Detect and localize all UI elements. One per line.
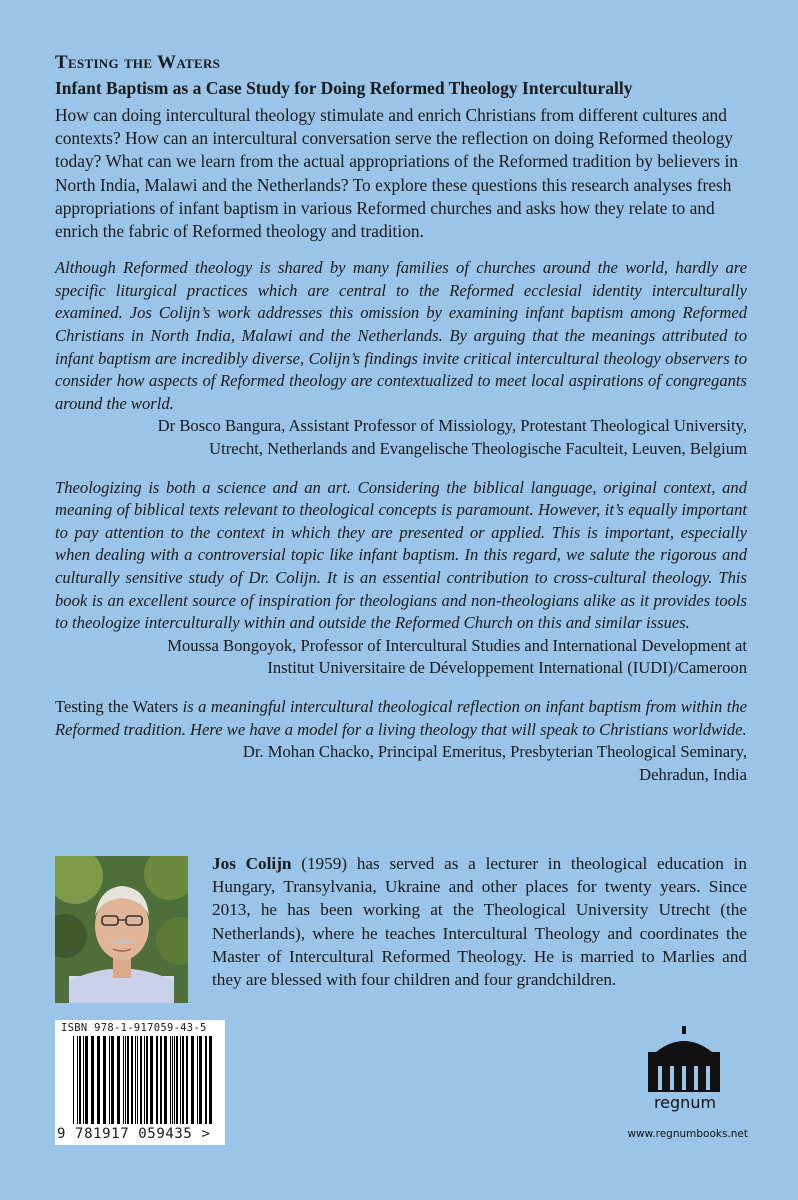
isbn-label: ISBN 978-1-917059-43-5 bbox=[61, 1022, 207, 1034]
barcode-bar bbox=[77, 1036, 78, 1124]
barcode-bar bbox=[85, 1036, 88, 1124]
barcode-bar bbox=[73, 1036, 74, 1124]
barcode-bar bbox=[135, 1036, 136, 1124]
endorsement-body: is a meaningful intercultural theological reflection on infant baptism from within the Reformed tradition. Here we have a model for a living theology that will speak to Christians worldwide. bbox=[55, 696, 747, 739]
barcode-bar bbox=[176, 1036, 178, 1124]
barcode-bar bbox=[170, 1036, 171, 1124]
barcode-bar bbox=[146, 1036, 148, 1124]
barcode-bar bbox=[91, 1036, 94, 1124]
barcode-bar bbox=[182, 1036, 184, 1124]
author-bio bbox=[212, 852, 747, 991]
attribution-line: Dr Bosco Bangura, Assistant Professor of Missiology, Protestant Theological University, bbox=[157, 416, 747, 436]
author-portrait-image bbox=[55, 856, 188, 1003]
endorsement-book-title: Testing the Waters bbox=[55, 696, 179, 716]
attribution-line: Dehradun, India bbox=[639, 764, 747, 784]
barcode-bar bbox=[199, 1036, 202, 1124]
endorsement-attribution bbox=[55, 635, 747, 680]
barcode-bar bbox=[144, 1036, 145, 1124]
barcode-bar bbox=[103, 1036, 106, 1124]
barcode-bar bbox=[172, 1036, 173, 1124]
barcode-bar bbox=[125, 1036, 126, 1124]
barcode-bar bbox=[160, 1036, 162, 1124]
barcode-bar bbox=[131, 1036, 133, 1124]
barcode-bar bbox=[117, 1036, 120, 1124]
attribution-line: Institut Universitaire de Développement International (IUDI)/Cameroon bbox=[267, 658, 747, 678]
endorsement-attribution bbox=[55, 741, 747, 786]
attribution-line: Dr. Mohan Chacko, Principal Emeritus, Presbyterian Theological Seminary, bbox=[242, 742, 747, 762]
author-photo bbox=[55, 856, 188, 1003]
barcode-bar bbox=[186, 1036, 188, 1124]
barcode-bar bbox=[127, 1036, 129, 1124]
barcode-bar bbox=[209, 1036, 212, 1124]
book-subtitle: Infant Baptism as a Case Study for Doing Reformed Theology Interculturally bbox=[55, 78, 633, 98]
barcode-bar bbox=[156, 1036, 158, 1124]
barcode-bar bbox=[164, 1036, 167, 1124]
barcode-bar bbox=[123, 1036, 124, 1124]
back-cover-text bbox=[55, 50, 747, 786]
author-name: Jos Colijn bbox=[212, 854, 292, 873]
endorsement-attribution bbox=[55, 415, 747, 460]
barcode-bar bbox=[174, 1036, 175, 1124]
barcode-bar bbox=[97, 1036, 100, 1124]
attribution-line: Utrecht, Netherlands and Evangelische Theologische Faculteit, Leuven, Belgium bbox=[209, 438, 747, 458]
barcode-bar bbox=[191, 1036, 194, 1124]
isbn-barcode bbox=[55, 1020, 225, 1145]
barcode-bar bbox=[140, 1036, 142, 1124]
barcode-bar bbox=[111, 1036, 114, 1124]
barcode-bar bbox=[205, 1036, 207, 1124]
barcode-bar bbox=[109, 1036, 110, 1124]
barcode-digits: 9 781917 059435 > bbox=[57, 1126, 211, 1142]
barcode-bar bbox=[180, 1036, 181, 1124]
barcode-bar bbox=[79, 1036, 81, 1124]
barcode-bar bbox=[137, 1036, 138, 1124]
author-bio-text: (1959) has served as a lecturer in theological education in Hungary, Transylvania, Ukraine and other places for twenty years. Since 2013, he has been working at the Theological University Utrecht (the Netherlands), where he teaches Intercultural Theology and coordinates the Master of Intercultural Reformed Theology. He is married to Marlies and they are blessed with four children and four grandchildren. bbox=[212, 854, 747, 990]
book-blurb: How can doing intercultural theology stimulate and enrich Christians from different cultures and contexts? How can an intercultural conversation serve the reflection on doing Reformed theology today? What can we learn from the actual appropriations of the Reformed tradition by believers in North India, Malawi and the Netherlands? To explore these questions this research analyses fresh appropriations of infant baptism in various Reformed churches and asks how they relate to and enrich the fabric of Reformed theology and tradition. bbox=[55, 105, 738, 242]
barcode-bar bbox=[83, 1036, 84, 1124]
barcode-bar bbox=[150, 1036, 153, 1124]
author-section bbox=[55, 856, 747, 1006]
book-title: Testing the Waters bbox=[55, 52, 221, 73]
publisher-name: regnum bbox=[653, 1093, 717, 1112]
attribution-line: Moussa Bongoyok, Professor of Intercultural Studies and International Development at bbox=[167, 635, 747, 655]
barcode-bar bbox=[197, 1036, 198, 1124]
publisher-website: www.regnumbooks.net bbox=[627, 1128, 748, 1140]
endorsement-text: Theologizing is both a science and an art. Considering the biblical language, original context, and meaning of biblical texts relevant to theological concepts is paramount. However, it’s equally important to pay attention to the context in which they are presented or applied. This is important, especially when dealing with a controversial topic like infant baptism. In this regard, we salute the rigorous and culturally sensitive study of Dr. Colijn. It is an essential contribution to cross-cultural theology. This book is an excellent source of inspiration for theologians and non-theologians alike as it provides tools to theologize interculturally within and outside the Reformed Church on this and similar issues. bbox=[55, 477, 747, 633]
endorsement-text bbox=[55, 696, 747, 741]
endorsement-text: Although Reformed theology is shared by many families of churches around the world, hardly are specific liturgical practices which are central to the Reformed ecclesial identity interculturally examined. Jos Colijn’s work addresses this omission by examining infant baptism among Reformed Christians in North India, Malawi and the Netherlands. By arguing that the meanings attributed to infant baptism are incredibly diverse, Colijn’s findings invite critical intercultural theology observers to consider how aspects of Reformed theology are contextualized to meet local aspirations of congregants around the world. bbox=[55, 258, 747, 413]
